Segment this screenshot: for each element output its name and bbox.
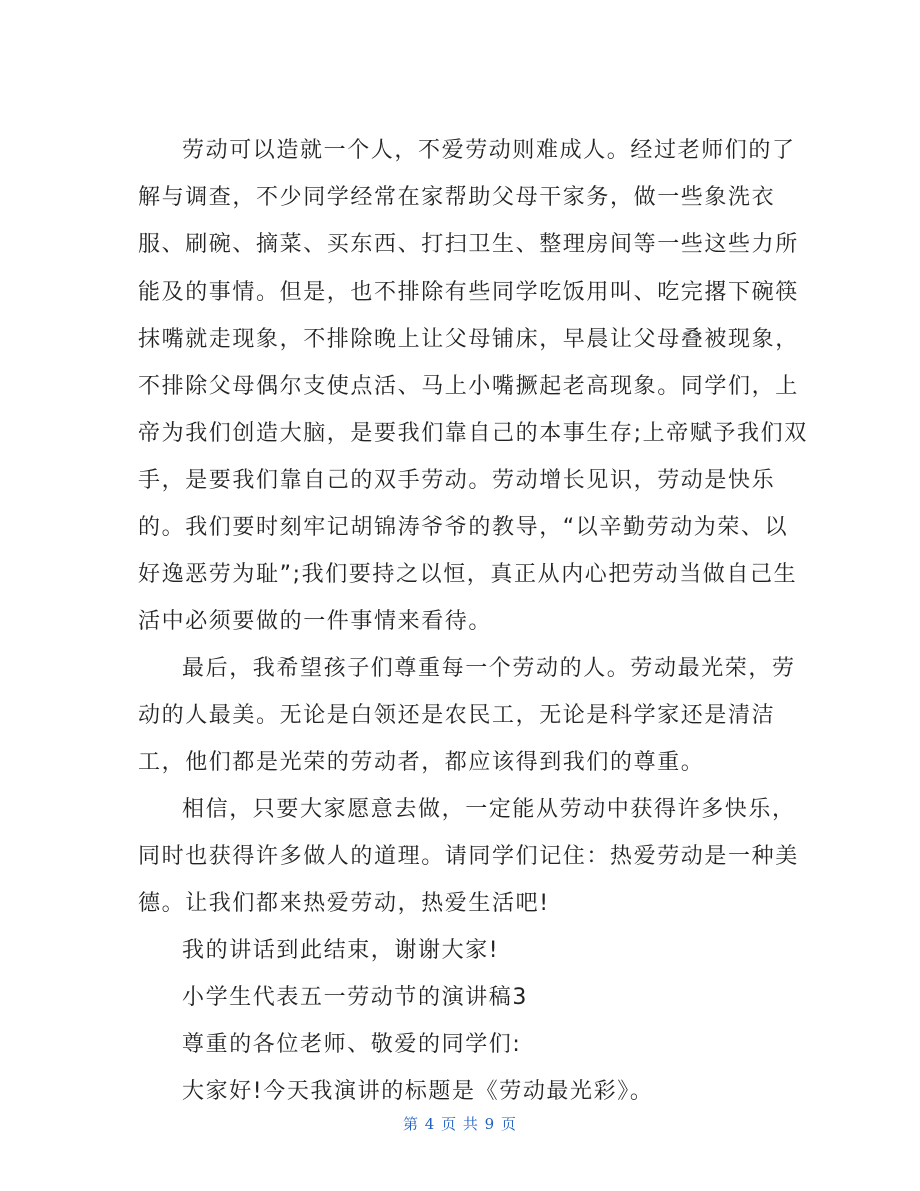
paragraph-line: 能及的事情。但是，也不排除有些同学吃饭用叫、吃完撂下碗筷 bbox=[138, 280, 799, 305]
paragraph-line: 工，他们都是光荣的劳动者，都应该得到我们的尊重。 bbox=[138, 750, 705, 775]
paragraph-line: 劳动可以造就一个人，不爱劳动则难成人。经过老师们的了 bbox=[182, 138, 796, 163]
paragraph-line: 我的讲话到此结束，谢谢大家! bbox=[182, 938, 500, 963]
paragraph-line: 活中必须要做的一件事情来看待。 bbox=[138, 609, 493, 634]
page-number: 第 4 页 共 9 页 bbox=[403, 1115, 517, 1133]
paragraph-line: 手，是要我们靠自己的双手劳动。劳动增长见识，劳动是快乐 bbox=[138, 468, 776, 493]
paragraph-line: 服、刷碗、摘菜、买东西、打扫卫生、整理房间等一些这些力所 bbox=[138, 232, 799, 257]
paragraph-line: 帝为我们创造大脑，是要我们靠自己的本事生存;上帝赋予我们双 bbox=[138, 421, 808, 446]
paragraph-line: 尊重的各位老师、敬爱的同学们: bbox=[182, 1032, 522, 1057]
paragraph-line: 大家好!今天我演讲的标题是《劳动最光彩》。 bbox=[182, 1079, 654, 1104]
paragraph-line: 同时也获得许多做人的道理。请同学们记住：热爱劳动是一种美 bbox=[138, 844, 799, 869]
paragraph-line: 不排除父母偶尔支使点活、马上小嘴撅起老高现象。同学们，上 bbox=[138, 374, 799, 399]
paragraph-line: 相信，只要大家愿意去做，一定能从劳动中获得许多快乐， bbox=[182, 797, 796, 822]
paragraph-line: 抹嘴就走现象，不排除晚上让父母铺床，早晨让父母叠被现象， bbox=[138, 327, 799, 352]
paragraph-line: 最后，我希望孩子们尊重每一个劳动的人。劳动最光荣，劳 bbox=[182, 656, 796, 681]
paragraph-line: 动的人最美。无论是白领还是农民工，无论是科学家还是清洁 bbox=[138, 703, 776, 728]
paragraph-line: 解与调查，不少同学经常在家帮助父母干家务，做一些象洗衣 bbox=[138, 185, 776, 210]
paragraph-line: 小学生代表五一劳动节的演讲稿3 bbox=[182, 985, 528, 1010]
paragraph-line: 德。让我们都来热爱劳动，热爱生活吧! bbox=[138, 891, 550, 916]
paragraph-line: 的。我们要时刻牢记胡锦涛爷爷的教导，“以辛勤劳动为荣、以 bbox=[138, 515, 789, 540]
paragraph-line: 好逸恶劳为耻”;我们要持之以恒，真正从内心把劳动当做自己生 bbox=[138, 562, 798, 587]
